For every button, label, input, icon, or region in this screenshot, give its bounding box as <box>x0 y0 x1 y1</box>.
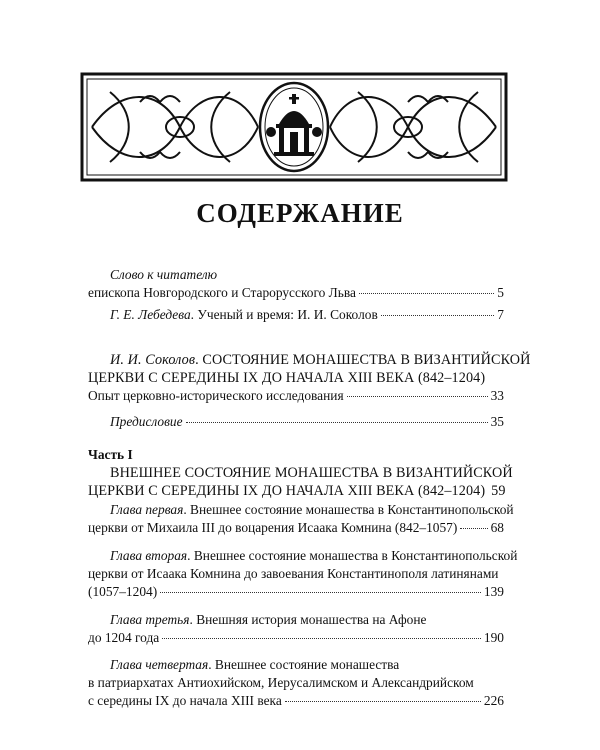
dot-leader <box>460 528 487 529</box>
page-number: 190 <box>483 630 504 645</box>
page-number: 68 <box>490 520 504 535</box>
entry-text: епископа Новгородского и Старорусского Льва <box>88 285 356 300</box>
entry-title-line1: ВНЕШНЕЕ СОСТОЯНИЕ МОНАШЕСТВА В ВИЗАНТИЙСКОЙ <box>110 465 513 481</box>
page-number: 33 <box>490 388 504 403</box>
entry-text-line2: до 1204 года <box>88 630 160 645</box>
toc-entry-preface[interactable] <box>88 413 504 431</box>
dot-leader <box>162 638 481 639</box>
entry-text-line1: . Внешнее состояние монашества в Константинопольской <box>183 502 514 517</box>
entry-title-line2: ЦЕРКВИ С СЕРЕДИНЫ IX ДО НАЧАЛА XIII ВЕКА (842–1204) <box>88 370 486 386</box>
entry-title-line1: . СОСТОЯНИЕ МОНАШЕСТВА В ВИЗАНТИЙСКОЙ <box>195 352 531 368</box>
page-number: 139 <box>483 584 504 599</box>
entry-italic-title: Слово к читателю <box>110 267 218 282</box>
chapter-label: Глава четвертая <box>110 657 209 672</box>
entry-text-line2: в патриархатах Антиохийском, Иерусалимском и Александрийском <box>88 675 474 690</box>
chapter-label: Глава третья <box>110 612 190 627</box>
toc-entry-chapter-4[interactable] <box>88 656 504 710</box>
church-medallion-icon <box>260 83 328 171</box>
dot-leader <box>186 422 488 423</box>
entry-text-line1: . Внешняя история монашества на Афоне <box>189 612 427 627</box>
page-title: СОДЕРЖАНИЕ <box>196 198 404 228</box>
entry-author: И. И. Соколов <box>110 352 196 368</box>
page-number: 35 <box>490 414 504 429</box>
toc-entry-lebedeva[interactable] <box>88 306 504 324</box>
page-number: 59 <box>491 483 506 499</box>
toc-entry-part-1[interactable] <box>88 446 513 500</box>
toc-entry-chapter-3[interactable] <box>88 611 504 647</box>
part-label: Часть I <box>88 447 133 462</box>
entry-text-line3: (1057–1204) <box>88 584 158 599</box>
dot-leader <box>347 396 488 397</box>
dot-leader <box>285 701 481 702</box>
dot-leader <box>381 315 495 316</box>
page-number: 226 <box>483 693 504 708</box>
chapter-label: Глава первая <box>110 502 184 517</box>
toc-entry-sokolov-main[interactable] <box>88 351 531 405</box>
entry-text-line2: церкви от Исаака Комнина до завоевания Константинополя латинянами <box>88 566 499 581</box>
ornamental-headpiece <box>80 72 508 182</box>
entry-text-line2: церкви от Михаила III до воцарения Исаака Комнина (842–1057) <box>88 520 458 535</box>
entry-text: . Ученый и время: И. И. Соколов <box>190 307 378 322</box>
toc-entry-foreword-bishop[interactable] <box>88 266 504 302</box>
entry-author: Г. Е. Лебедева <box>110 307 191 322</box>
toc-entry-chapter-2[interactable] <box>88 547 518 601</box>
dot-leader <box>160 592 481 593</box>
entry-text-line3: с середины IX до начала XIII века <box>88 693 282 708</box>
page-number: 7 <box>497 307 504 322</box>
entry-subtitle: Опыт церковно-исторического исследования <box>88 388 344 403</box>
toc-entry-chapter-1[interactable] <box>88 501 514 537</box>
entry-text-line1: . Внешнее состояние монашества в Константинопольской <box>187 548 518 563</box>
chapter-label: Глава вторая <box>110 548 188 563</box>
dot-leader <box>359 293 494 294</box>
entry-title-line2: ЦЕРКВИ С СЕРЕДИНЫ IX ДО НАЧАЛА XIII ВЕКА (842–1204) <box>88 483 486 499</box>
page-number: 5 <box>497 285 504 300</box>
entry-italic-title: Предисловие <box>110 414 183 429</box>
entry-text-line1: . Внешнее состояние монашества <box>208 657 400 672</box>
